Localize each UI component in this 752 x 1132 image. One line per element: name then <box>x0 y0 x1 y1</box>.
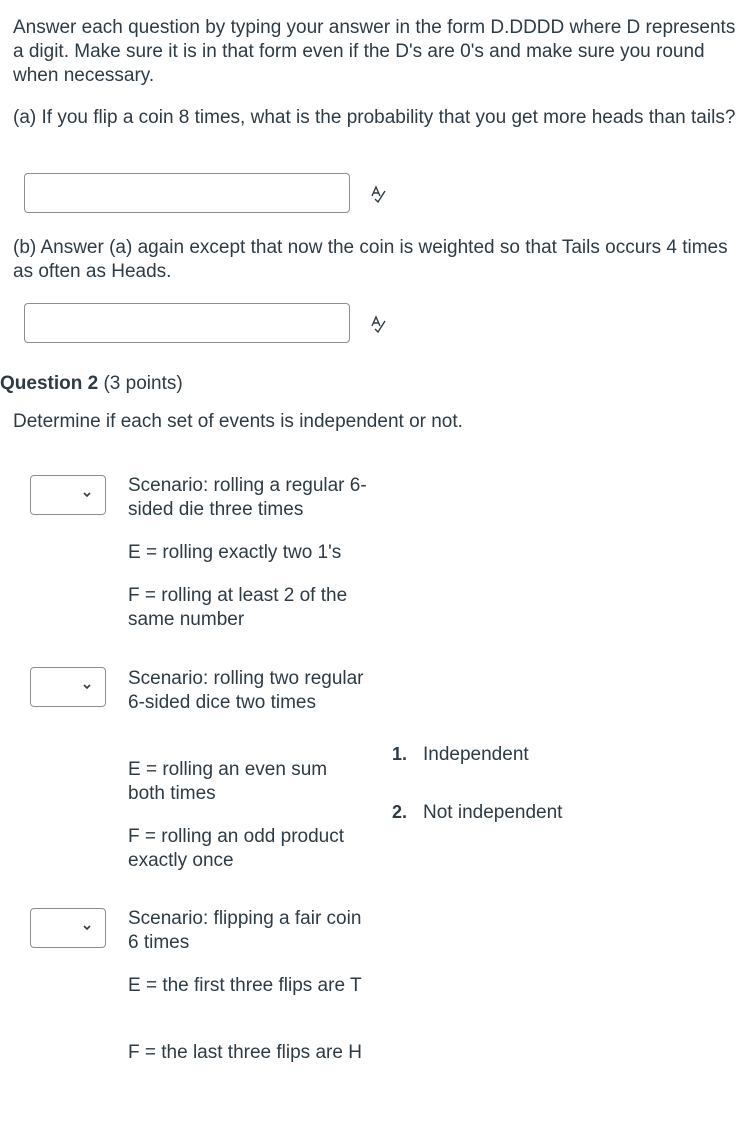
question-a-text: (a) If you flip a coin 8 times, what is the probability that you get more heads than tails? <box>13 107 736 128</box>
chevron-down-icon <box>80 488 94 502</box>
answer-select-3[interactable] <box>30 908 106 948</box>
scenario-1-event-f: F = rolling at least 2 of the same number <box>128 585 348 630</box>
option-item <box>392 800 562 825</box>
answer-a-input[interactable] <box>24 173 350 213</box>
chevron-down-icon <box>80 680 94 694</box>
scenario-2-event-f: F = rolling an odd product exactly once <box>128 826 344 871</box>
scenario-2-event-e: E = rolling an even sum both times <box>128 759 328 804</box>
question-2-label: Question 2 <box>0 373 99 394</box>
option-number: 2. <box>392 802 408 822</box>
question-2-points: (3 points) <box>103 373 183 394</box>
answer-select-2[interactable] <box>30 667 106 707</box>
option-number: 1. <box>392 744 408 764</box>
option-label: Independent <box>423 744 529 765</box>
scenario-1-event-e: E = rolling exactly two 1's <box>128 542 342 563</box>
spellcheck-icon[interactable] <box>369 315 387 333</box>
question-2-header <box>0 372 183 396</box>
answer-b-input[interactable] <box>24 303 350 343</box>
scenario-2-text: Scenario: rolling two regular 6-sided dice two times <box>128 668 364 713</box>
answer-select-1[interactable] <box>30 475 106 515</box>
option-item <box>392 742 529 767</box>
question-b-text: (b) Answer (a) again except that now the coin is weighted so that Tails occurs 4 times as often as Heads. <box>13 237 728 282</box>
scenario-3-text: Scenario: flipping a fair coin 6 times <box>128 908 362 953</box>
instructions: Answer each question by typing your answer in the form D.DDDD where D represents a digit. Make sure it is in that form even if the D's are 0's and make sure you round when necessary. <box>13 17 736 86</box>
chevron-down-icon <box>80 921 94 935</box>
scenario-1-text: Scenario: rolling a regular 6-sided die three times <box>128 475 367 520</box>
option-label: Not independent <box>423 802 563 823</box>
scenario-3-event-e: E = the first three flips are T <box>128 975 362 996</box>
spellcheck-icon[interactable] <box>369 185 387 203</box>
scenario-3-event-f: F = the last three flips are H <box>128 1042 362 1063</box>
question-2-prompt: Determine if each set of events is independent or not. <box>13 411 463 432</box>
